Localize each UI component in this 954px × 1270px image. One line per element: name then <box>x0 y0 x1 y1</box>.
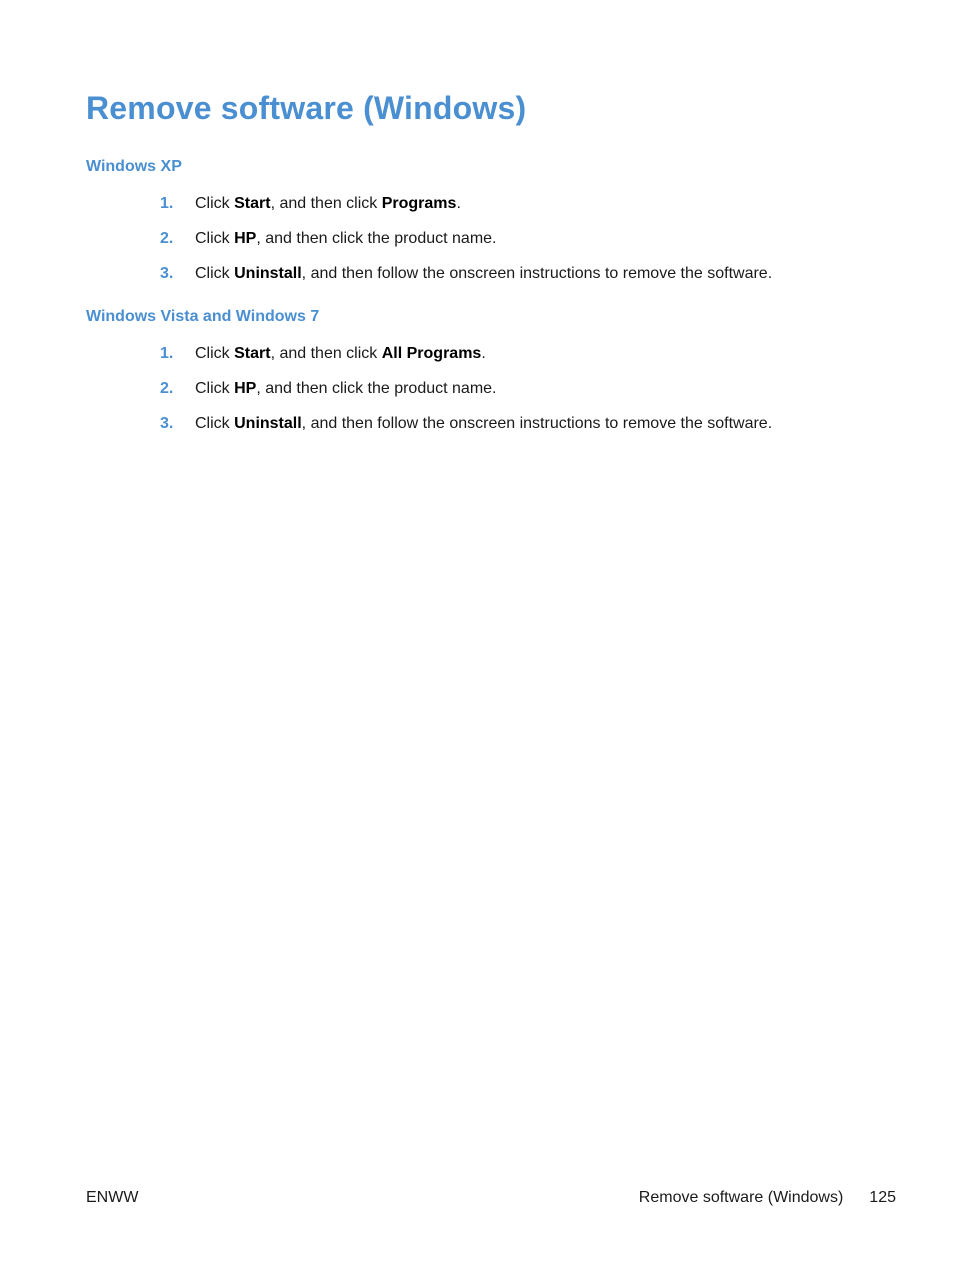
step-text: Click Start, and then click All Programs. <box>195 345 486 362</box>
list-item <box>0 194 954 229</box>
step-number: 2. <box>160 230 174 247</box>
step-number: 3. <box>160 265 174 282</box>
ui-term-uninstall: Uninstall <box>234 265 302 282</box>
step-text: Click HP, and then click the product name. <box>195 230 497 247</box>
steps-list-windows-vista-7 <box>0 344 954 449</box>
footer-publication-code: ENWW <box>86 1189 139 1206</box>
ui-term-start: Start <box>234 195 271 212</box>
ui-term-uninstall: Uninstall <box>234 415 302 432</box>
list-item <box>0 379 954 414</box>
step-text: Click Start, and then click Programs. <box>195 195 461 212</box>
step-number: 3. <box>160 415 174 432</box>
step-number: 1. <box>160 195 174 212</box>
list-item <box>0 344 954 379</box>
section-heading-windows-vista-7: Windows Vista and Windows 7 <box>86 308 320 325</box>
steps-list-windows-xp <box>0 194 954 299</box>
step-text: Click Uninstall, and then follow the onscreen instructions to remove the software. <box>195 415 773 432</box>
page-number: 125 <box>869 1189 896 1206</box>
step-text: Click HP, and then click the product name. <box>195 380 497 397</box>
page-title: Remove software (Windows) <box>86 90 527 126</box>
ui-term-hp: HP <box>234 380 257 397</box>
footer-section-name: Remove software (Windows) <box>638 1189 844 1206</box>
ui-term-start: Start <box>234 345 271 362</box>
step-number: 2. <box>160 380 174 397</box>
list-item <box>0 414 954 449</box>
list-item <box>0 229 954 264</box>
footer-section-info <box>639 1189 896 1207</box>
ui-term-programs: Programs <box>381 195 457 212</box>
section-heading-windows-xp: Windows XP <box>86 158 182 175</box>
ui-term-hp: HP <box>234 230 257 247</box>
ui-term-all-programs: All Programs <box>381 345 482 362</box>
step-text: Click Uninstall, and then follow the onscreen instructions to remove the software. <box>195 265 773 282</box>
list-item <box>0 264 954 299</box>
step-number: 1. <box>160 345 174 362</box>
